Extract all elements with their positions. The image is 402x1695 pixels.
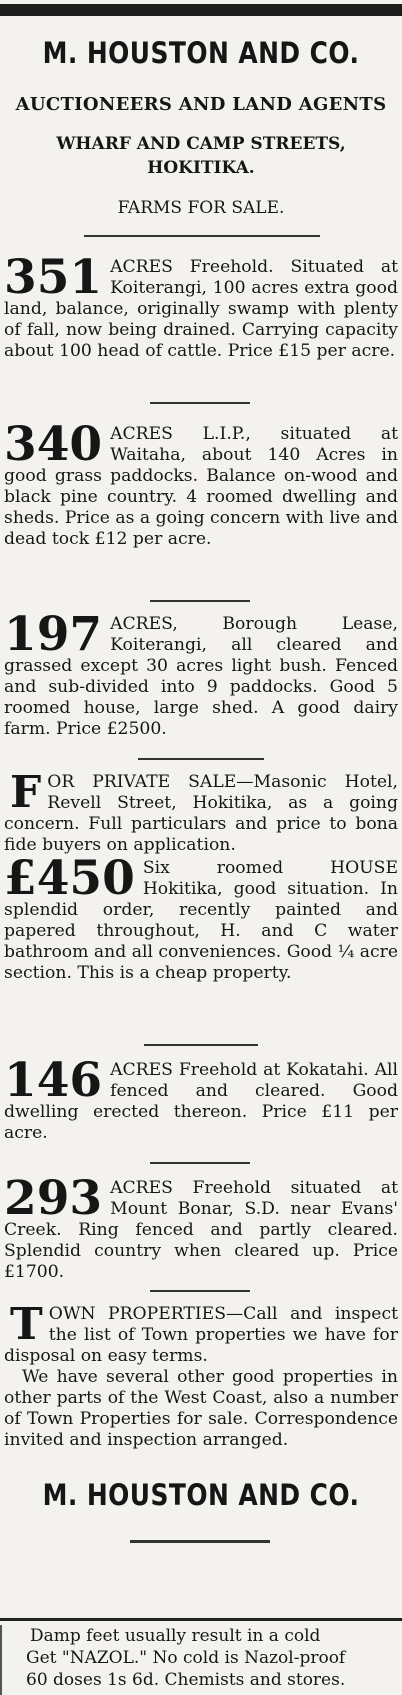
address-line-2: HOKITIKA.	[147, 158, 255, 178]
lot-text: ACRES Freehold at Kokatahi. All fenced and cleared. Good dwelling erected thereon. Price £11 per acre.	[4, 1060, 398, 1143]
house-text: Six roomed HOUSE Hokitika, good situation. In splendid order, recently painted and papered throughout, H. and C water bathroom and all conveniences. Good ¼ acre section. This is a cheap property.	[4, 858, 398, 983]
drop-cap: T	[10, 1299, 43, 1350]
section-heading: FARMS FOR SALE.	[117, 198, 285, 218]
divider	[150, 600, 250, 602]
town-properties	[4, 1299, 398, 1451]
lot-number: 293	[4, 1171, 103, 1226]
divider	[138, 758, 264, 760]
nazol-line-2: Get "NAZOL." No cold is Nazol-proof	[26, 1648, 346, 1668]
town-more-text: We have several other good properties in other parts of the West Coast, also a number of Town Properties for sale. Correspondence invited and inspection arranged.	[4, 1367, 398, 1450]
lot-text: ACRES L.I.P., situated at Waitaha, about 140 Acres in good grass paddocks. Balance on-wood and black pine country. 4 roomed dwelling and sheds. Price as a going concern with live and dead tock £12 per acre.	[4, 424, 398, 549]
divider	[150, 1290, 250, 1292]
divider	[130, 1540, 270, 1543]
divider	[150, 1162, 250, 1164]
lot-340	[4, 417, 398, 550]
footer-firm-name: M. HOUSTON AND CO.	[42, 1478, 360, 1512]
lot-text: ACRES Freehold situated at Mount Bonar, S.D. near Evans' Creek. Ring fenced and partly cleared. Splendid country when cleared up. Price £1700.	[4, 1178, 398, 1282]
trade-line: AUCTIONEERS AND LAND AGENTS	[15, 94, 387, 115]
drop-cap: F	[10, 767, 42, 818]
house-price: £450	[4, 851, 135, 906]
frame-edge	[0, 1625, 2, 1695]
private-sale-notice	[4, 767, 398, 856]
house-for-sale	[4, 851, 398, 984]
lot-number: 197	[4, 607, 103, 662]
firm-name: M. HOUSTON AND CO.	[42, 36, 360, 70]
divider	[150, 402, 250, 404]
divider	[144, 1044, 258, 1046]
lot-197	[4, 607, 398, 740]
lot-text: ACRES Freehold. Situated at Koiterangi, 100 acres extra good land, balance, originally swamp with plenty of fall, now being drained. Carrying capacity about 100 head of cattle. Price £15 per acre.	[4, 257, 398, 361]
divider	[84, 235, 320, 237]
address-line-1: WHARF AND CAMP STREETS,	[56, 134, 346, 154]
private-sale-text: OR PRIVATE SALE—Masonic Hotel, Revell Street, Hokitika, as a going concern. Full particulars and price to bona fide buyers on application.	[4, 772, 398, 855]
lot-number: 351	[4, 250, 103, 305]
lot-number: 340	[4, 417, 103, 472]
lot-146	[4, 1053, 398, 1144]
lot-number: 146	[4, 1053, 103, 1108]
lot-293	[4, 1171, 398, 1283]
lot-text: ACRES, Borough Lease, Koiterangi, all cleared and grassed except 30 acres light bush. Fenced and sub-divided into 9 paddocks. Good 5 roomed house, large shed. A good dairy farm. Price £2500.	[4, 614, 398, 739]
lot-351	[4, 250, 398, 362]
nazol-line-3: 60 doses 1s 6d. Chemists and stores.	[26, 1670, 346, 1690]
town-text: OWN PROPERTIES—Call and inspect the list of Town properties we have for disposal on easy terms.	[4, 1304, 398, 1366]
nazol-line-1: Damp feet usually result in a cold	[30, 1626, 321, 1646]
section-border	[0, 1618, 402, 1621]
top-border	[0, 4, 402, 16]
